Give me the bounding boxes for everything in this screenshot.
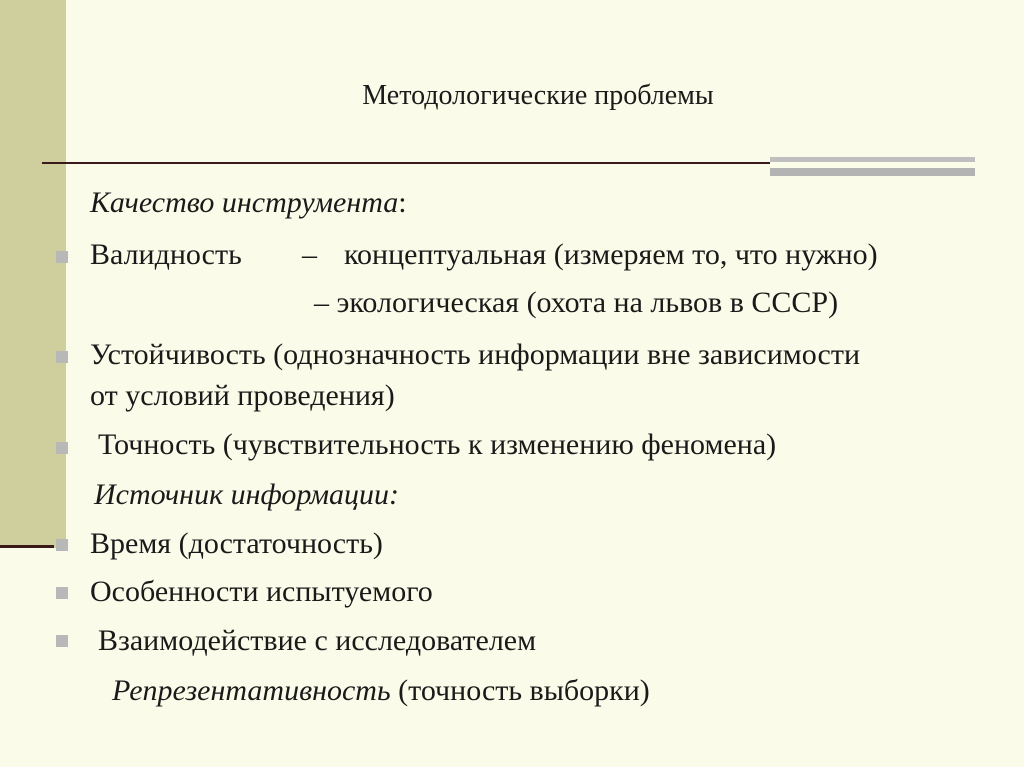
representativeness-detail: (точность выборки): [390, 674, 650, 707]
accent-stripe-bottom: [770, 168, 975, 176]
slide-title: Методологические проблемы: [362, 80, 714, 111]
instrument-heading: [90, 186, 407, 220]
title-divider: [42, 162, 770, 164]
representativeness-term: Репрезентативность: [112, 674, 391, 707]
accuracy-item: Точность (чувствительность к изменению феномена): [98, 428, 777, 461]
title-accent: [770, 157, 975, 177]
stability-line-1: Устойчивость (однозначность информации вне зависимости: [90, 338, 860, 371]
bullet-icon: [56, 539, 68, 551]
bullet-icon: [56, 442, 68, 454]
instrument-heading-colon: :: [398, 186, 407, 219]
accent-stripe-top: [770, 157, 975, 162]
source-heading: Источник информации:: [94, 478, 400, 511]
instrument-heading-text: Качество инструмента: [90, 186, 399, 219]
validity-label: Валидность: [90, 238, 242, 271]
bullet-icon: [56, 351, 68, 363]
bullet-icon: [56, 251, 68, 263]
source-item-interaction: Взаимодействие с исследователем: [98, 624, 537, 657]
source-item-subject: Особенности испытуемого: [90, 575, 433, 608]
bullet-icon: [56, 635, 68, 647]
side-divider: [0, 545, 54, 548]
stability-line-2: от условий проведения): [90, 379, 395, 412]
representativeness: [112, 674, 650, 708]
source-item-time: Время (достаточность): [90, 527, 383, 560]
validity-dash: –: [302, 238, 317, 271]
validity-ecological: – экологическая (охота на львов в СССР): [314, 286, 839, 319]
bullet-icon: [56, 587, 68, 599]
validity-conceptual: концептуальная (измеряем то, что нужно): [344, 238, 878, 271]
